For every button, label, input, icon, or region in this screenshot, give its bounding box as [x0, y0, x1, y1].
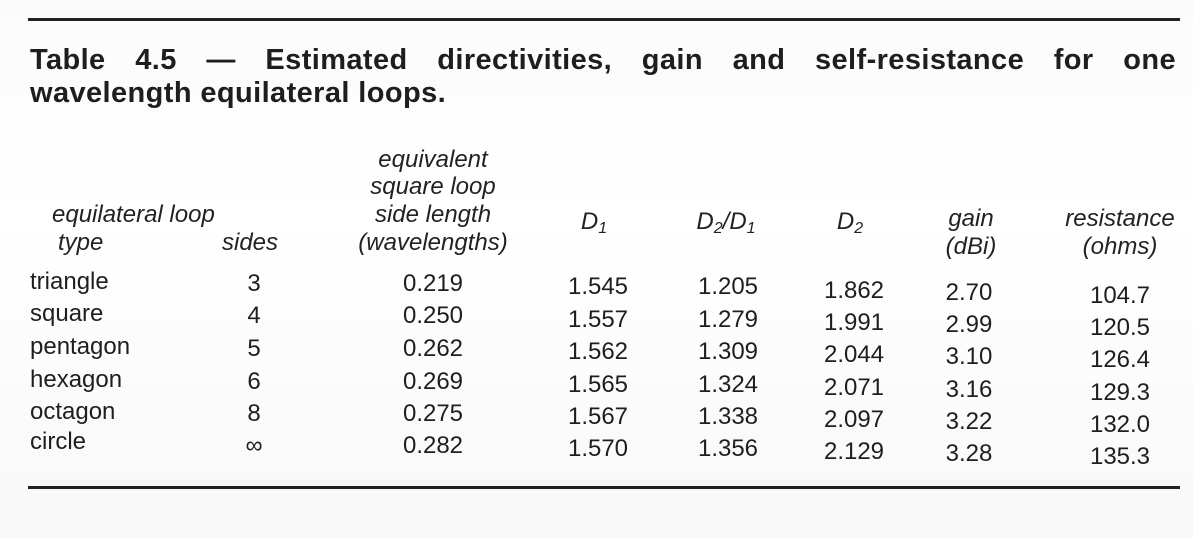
cell-sides: 8 — [247, 400, 261, 427]
header-resistance-line2: (ohms) — [1082, 233, 1158, 260]
header-d1-letter: D — [580, 208, 599, 235]
cell-sides: ∞ — [245, 432, 263, 459]
top-rule — [28, 18, 1180, 21]
cell-type: octagon — [30, 398, 116, 425]
cell-gain: 2.99 — [945, 311, 993, 338]
cell-side-length: 0.219 — [402, 270, 464, 297]
table-title — [30, 44, 1180, 110]
header-ratio-d1-subscript: 1 — [746, 220, 756, 237]
header-sides: sides — [222, 229, 279, 256]
table-title-line1: Table 4.5 — Estimated directivities, gain and self-resistance for one — [30, 44, 1176, 76]
cell-d2: 2.097 — [823, 406, 885, 433]
bottom-rule — [28, 486, 1180, 489]
header-resistance-line1: resistance — [1065, 205, 1175, 232]
cell-resistance: 135.3 — [1089, 443, 1151, 470]
cell-resistance: 129.3 — [1089, 379, 1151, 406]
header-gain-line1: gain — [948, 205, 994, 232]
cell-side-length: 0.262 — [402, 335, 464, 362]
header-ratio-d2-letter: D — [696, 208, 714, 235]
cell-d2-over-d1: 1.356 — [697, 435, 759, 462]
cell-side-length: 0.282 — [402, 432, 464, 459]
cell-d2: 2.071 — [823, 374, 885, 401]
cell-d2-over-d1: 1.324 — [697, 371, 759, 398]
cell-sides: 6 — [247, 368, 261, 395]
cell-d1: 1.565 — [567, 371, 629, 398]
header-esl-line4: (wavelengths) — [358, 229, 508, 256]
cell-d1: 1.570 — [567, 435, 629, 462]
cell-gain: 3.16 — [945, 376, 993, 403]
cell-d1: 1.545 — [567, 273, 629, 300]
cell-type: square — [30, 300, 104, 327]
cell-gain: 3.10 — [945, 343, 993, 370]
header-d2-over-d1 — [680, 208, 772, 235]
header-d2 — [818, 208, 882, 235]
cell-side-length: 0.250 — [402, 302, 464, 329]
cell-sides: 3 — [247, 270, 261, 297]
header-ratio-d2-subscript: 2 — [713, 220, 723, 237]
cell-d1: 1.557 — [567, 306, 629, 333]
header-type: type — [58, 229, 104, 256]
cell-side-length: 0.275 — [402, 400, 464, 427]
table-title-line2: wavelength equilateral loops. — [30, 77, 447, 109]
cell-side-length: 0.269 — [402, 368, 464, 395]
header-esl-line1: equivalent — [378, 146, 488, 173]
header-d1 — [566, 208, 622, 235]
cell-d2: 1.862 — [823, 277, 885, 304]
cell-type: hexagon — [30, 366, 123, 393]
cell-gain: 3.22 — [945, 408, 993, 435]
cell-resistance: 132.0 — [1089, 411, 1151, 438]
cell-type: pentagon — [30, 333, 131, 360]
cell-d2-over-d1: 1.309 — [697, 338, 759, 365]
cell-sides: 4 — [247, 302, 261, 329]
header-d1-subscript: 1 — [598, 220, 608, 237]
header-d2-subscript: 2 — [854, 220, 864, 237]
cell-gain: 3.28 — [945, 440, 993, 467]
cell-d2: 1.991 — [823, 309, 885, 336]
header-equilateral-loop: equilateral loop — [52, 201, 215, 228]
cell-d1: 1.567 — [567, 403, 629, 430]
cell-d2-over-d1: 1.338 — [697, 403, 759, 430]
cell-d2: 2.044 — [823, 341, 885, 368]
header-esl-line2: square loop — [370, 173, 496, 200]
cell-resistance: 120.5 — [1089, 314, 1151, 341]
cell-d2-over-d1: 1.279 — [697, 306, 759, 333]
cell-sides: 5 — [247, 335, 261, 362]
cell-type: circle — [30, 428, 87, 455]
cell-gain: 2.70 — [945, 279, 993, 306]
cell-d1: 1.562 — [567, 338, 629, 365]
header-esl-line3: side length — [374, 201, 492, 228]
header-gain-line2: (dBi) — [945, 233, 997, 260]
cell-type: triangle — [30, 268, 109, 295]
cell-resistance: 104.7 — [1089, 282, 1151, 309]
header-d2-letter: D — [836, 208, 855, 235]
cell-resistance: 126.4 — [1089, 346, 1151, 373]
cell-d2: 2.129 — [823, 438, 885, 465]
cell-d2-over-d1: 1.205 — [697, 273, 759, 300]
header-ratio-slash-d: /D — [722, 208, 747, 235]
